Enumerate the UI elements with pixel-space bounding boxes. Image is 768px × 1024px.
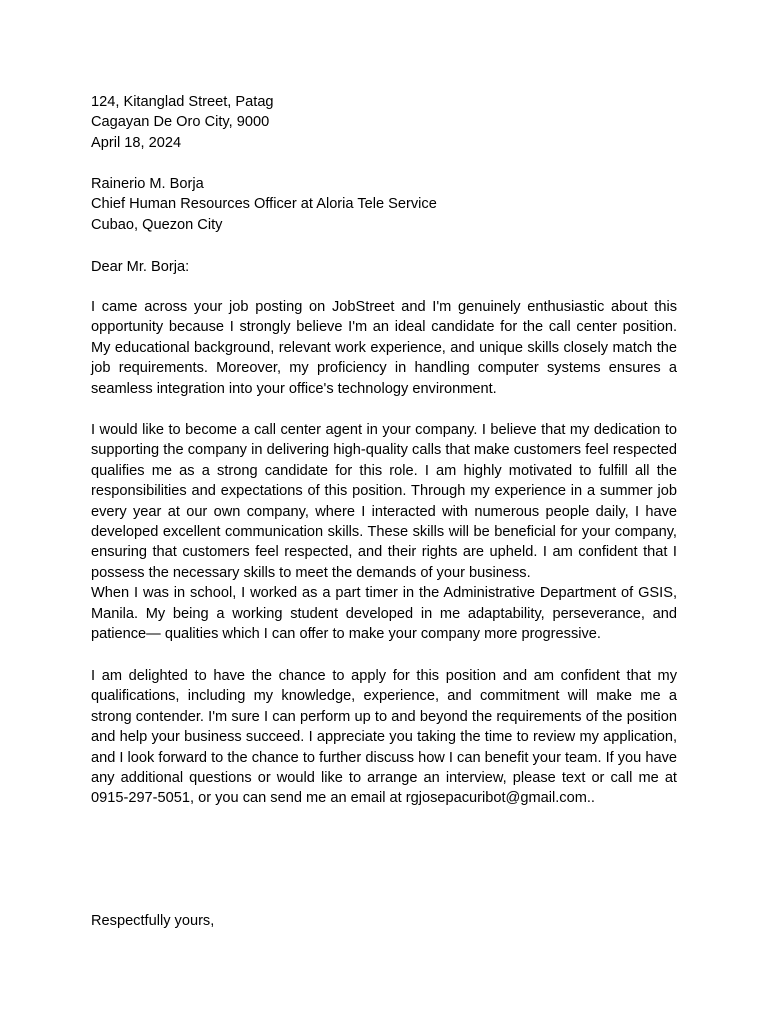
recipient-block (91, 174, 677, 235)
body-paragraph-2a-text: I would like to become a call center agent in your company. I believe that my dedication to supporting the company in delivering high-quality calls that make customers feel respected qualifies me as a strong candidate for this role. I am highly motivated to fulfill all the responsibilities and expectations of this position. Through my experience in a summer job every year at our own company, where I interacted with numerous people daily, I have developed excellent communication skills. These skills will be beneficial for your company, ensuring that customers feel respected, and their rights are upheld. I am confident that I possess the necessary skills to meet the demands of your business. (91, 422, 677, 581)
recipient-name: Rainerio M. Borja (91, 176, 204, 192)
body-paragraph-2 (91, 420, 677, 644)
body-paragraph-3 (91, 666, 677, 809)
recipient-title: Chief Human Resources Officer at Aloria Tele Service (91, 196, 437, 213)
closing (91, 911, 677, 931)
letter-date: April 18, 2024 (91, 134, 182, 151)
body-paragraph-2b-text: When I was in school, I worked as a part timer in the Administrative Department of GSIS, Manila. My being a working student developed in me adaptability, perseverance, and patience— qualities which I can offer to make your company more progressive. (91, 585, 677, 643)
sender-address-line1: 124, Kitanglad Street, Patag (91, 94, 274, 110)
body-paragraph-3-text: I am delighted to have the chance to apply for this position and am confident that my qualifications, including my knowledge, experience, and commitment will make me a strong contender. I'm sure I can perform up to and beyond the requirements of the position and help your business succeed. I appreciate you taking the time to review my application, and I look forward to the chance to further discuss how I can benefit your team. If you have any additional questions or would like to arrange an interview, please text or call me at 0915-297-5051, or you can send me an email at rgjosepacuribot@gmail.com.. (91, 668, 677, 807)
salutation (91, 257, 677, 277)
salutation-text: Dear Mr. Borja: (91, 259, 190, 275)
recipient-location: Cubao, Quezon City (91, 216, 223, 233)
closing-text: Respectfully yours, (91, 913, 215, 929)
sender-address-block (91, 92, 677, 153)
sender-address-line2: Cagayan De Oro City, 9000 (91, 114, 270, 131)
body-paragraph-1 (91, 297, 677, 399)
body-paragraph-1-text: I came across your job posting on JobStreet and I'm genuinely enthusiastic about this opportunity because I strongly believe I'm an ideal candidate for the call center position. My educational background, relevant work experience, and unique skills closely match the job requirements. Moreover, my proficiency in handling computer systems ensures a seamless integration into your office's technology environment. (91, 299, 677, 397)
